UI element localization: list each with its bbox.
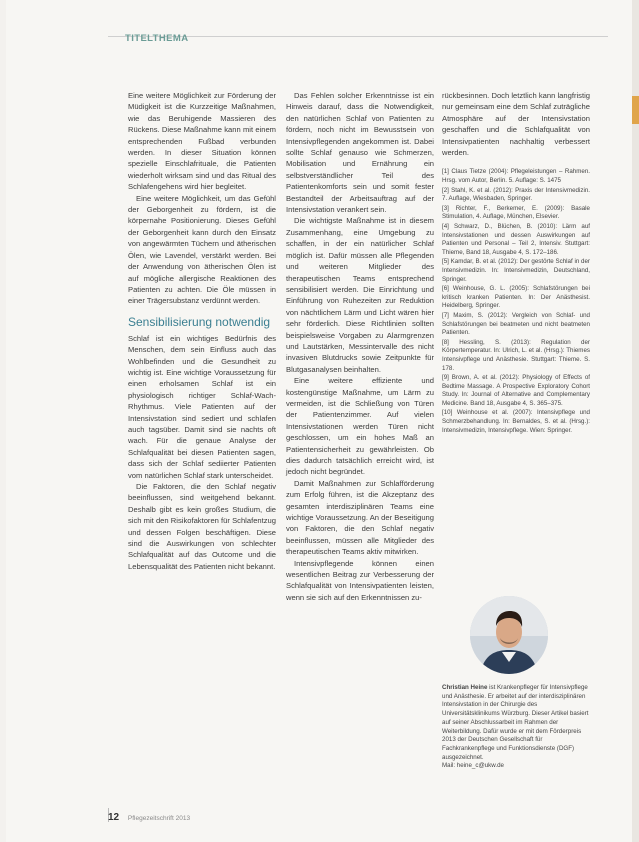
reference-item: [1] Claus Tietze (2004): Pflegeleistungen – Rahmen. Hrsg. vom Autor, Berlin. 5. Auflage: S. 1475 bbox=[442, 168, 590, 185]
author-name: Christian Heine bbox=[442, 684, 488, 691]
author-email: Mail: heine_c@ukw.de bbox=[442, 762, 505, 770]
paragraph: Eine weitere Möglichkeit, um das Gefühl der Geborgenheit zu fördern, ist die körpernahe Positionierung. Dieses Gefühl der Geborgenheit kann durch den Einsatz von angewärmten Tüchern und ätherischen Ölen, wie Lavendel, verstärkt werden. Bei der Anwendung von ätherischen Ölen ist auf mögliche allergische Reaktionen des Patienten zu achten. Die Öle müssen in einer Trägersubstanz verdünnt werden. bbox=[128, 193, 276, 306]
author-bio-text: ist Krankenpfleger für Intensivpflege und Anästhesie. Er arbeitet auf der interdisziplinären Intensivstation in der Chirurgie des Universitätsklinikums Würzburg. Dieser Artikel basiert auf seiner Abschlussarbeit im Rahmen der Weiterbildung. Dafür wurde er mit dem Förderpreis 2013 der Deutschen Gesellschaft für Fachkrankenpflege und Funktionsdienste (DGF) ausgezeichnet. bbox=[442, 684, 589, 761]
paragraph: Die wichtigste Maßnahme ist in diesem Zusammenhang, eine Umgebung zu schaffen, in der ein natürlicher Schlaf möglich ist. Dafür müssen alle Pflegenden und weiteren Mitglieder des therapeutischen Teams entsprechend sensibilisiert werden. Die Einrichtung und Einführung von Ruhezeiten zur Reduktion von nächtlichem Lärm und Licht wären hier sehr förderlich. Diese Richtlinien sollten beispielsweise Vorgaben zu Alarmgrenzen und Lautstärken, Messintervalle des nicht invasiven Blutdrucks sowie Zeitpunkte für Blutgasanalysen beinhalten. bbox=[286, 216, 434, 374]
magazine-name: Pflegezeitschrift 2013 bbox=[127, 815, 191, 822]
reference-item: [3] Richter, F., Berkemer, E. (2009): Basale Stimulation, 4. Auflage, München, Elsevier. bbox=[442, 204, 590, 221]
column-1 bbox=[128, 90, 276, 572]
paragraph: Damit Maßnahmen zur Schlafförderung zum Erfolg führen, ist die Akzeptanz des gesamten interdisziplinären Teams eine wichtige Voraussetzung. An der Beseitigung von Faktoren, die den Schlaf negativ beeinflussen, müssen alle Mitglieder des therapeutischen Teams aktiv mitwirken. bbox=[286, 478, 434, 557]
reference-item: [8] Hessling, S. (2013): Regulation der Körpertemperatur. In: Ulrich, L. et al. (Hrsg.): Thiemes Intensivpflege und Anästhesie. Stuttgart: Thieme. S. 178. bbox=[442, 338, 590, 372]
reference-item: [7] Maxim, S. (2012): Vergleich von Schlaf- und Schlafstörungen bei beatmeten und nicht beatmeten Patienten. bbox=[442, 311, 590, 337]
subheading: Sensibilisierung notwendig bbox=[128, 314, 271, 329]
author-portrait bbox=[470, 596, 548, 674]
paragraph: Eine weitere effiziente und kostengünstige Maßnahme, um Lärm zu vermeiden, ist die Schließung von Türen der Patientenzimmer. Auf vielen Intensivstationen werden Türen nicht geschlossen, um ein hohes Maß an Patientensicherheit zu gewährleisten. Ob dies dadurch tatsächlich erreicht wird, ist jedoch nicht begründet. bbox=[286, 376, 434, 477]
paragraph: Eine weitere Möglichkeit zur Förderung der Müdigkeit ist die Kurzzeitige Maßnahmen, wie das Beruhigende Massieren des Rückens. Diese Maßnahme kann mit einem entsprechenden Fußbad verbunden werden. In dieser Situation können spezielle Einschlafrituale, die Patienten wiederholt wirksam sind und das Ritual des Schlafengehens wird hier begleitet. bbox=[128, 91, 276, 192]
reference-item: [6] Weinhouse, G. L. (2005): Schlafstörungen bei kritisch kranken Patienten. In: Der Anästhesist. Heidelberg, Springer. bbox=[442, 285, 590, 310]
page-number: 12 bbox=[108, 812, 120, 823]
paragraph: Das Fehlen solcher Erkenntnisse ist ein Hinweis darauf, dass die Notwendigkeit, den natürlichen Schlaf von Patienten zu fördern, noch nicht im Bewusstsein von Intensivpflegenden angekommen ist. Dabei sollte Schlaf genauso wie Schmerzen, Mobilisation und Ernährung ein selbstverständlicher Teil des Patientenkomforts sein und somit fester Bestandteil der Arbeitsauftrag auf der Intensivstation verankert sein. bbox=[286, 91, 434, 215]
author-bio bbox=[442, 684, 592, 771]
author-photo-icon bbox=[470, 596, 548, 674]
references-list bbox=[442, 168, 590, 435]
reference-item: [4] Schwarz, D., Blüchen, B. (2010): Lärm auf Intensivstationen und dessen Auswirkungen auf Patienten und Personal – Teil 2, Intensiv. Stuttgart: Thieme, Band 18, Ausgabe 4, S. 172–186. bbox=[442, 223, 590, 256]
paragraph: Intensivpflegende können einen wesentlichen Beitrag zur Verbesserung der Schlafqualität von Intensivpatienten leisten, wenn sie sich auf den Erkenntnissen zu- bbox=[286, 558, 434, 602]
color-tab-marker bbox=[632, 96, 639, 124]
reference-item: [2] Stahl, K. et al. (2012): Praxis der Intensivmedizin. 7. Auflage, Wiesbaden, Springer. bbox=[442, 186, 590, 203]
reference-item: [5] Kamdar, B. et al. (2012): Der gestörte Schlaf in der Intensivmedizin. In: Intensivmedizin, Deutschland, Springer. bbox=[442, 258, 590, 283]
reference-item: [10] Weinhouse et al. (2007): Intensivpflege und Schmerzbehandlung. In: Bernaldes, S. et al. (Hrsg.): Intensivmedizin, Intensivpflege. Wien: Springer. bbox=[442, 409, 590, 434]
paragraph: Schlaf ist ein wichtiges Bedürfnis des Menschen, dem sein Einfluss auch das Wohlbefinden und die Gesundheit zu wichtig ist. Eine wichtige Voraussetzung für einen erholsamen Schlaf ist ein physiologisch richtiger Schlaf-Wach-Rhythmus. Viele Patienten auf der Intensivstation sind sediert und schlafen auch tagsüber. Damit sind sie nachts oft wach. Für die genaue Analyse der Schlafqualität bei diesen Patienten sagen, dass sich der Schlaf sediierter Patienten vom natürlichen Schlaf stark unterscheidet. bbox=[128, 333, 276, 480]
reference-item: [9] Brown, A. et al. (2012): Physiology of Effects of Bedtime Massage. A Prospective Exploratory Cohort Study. In: Journal of Alternative and Complementary Medicine. Band 18, Ausgabe 4, S. 365–375. bbox=[442, 374, 590, 407]
paragraph: rückbesinnen. Doch letztlich kann langfristig nur gemeinsam eine dem Schlaf zuträgliche Atmosphäre auf der Intensivstation geschaffen und die Schlafqualität von Intensivpatienten nachhaltig verbessert werden. bbox=[442, 91, 590, 158]
paragraph: Die Faktoren, die den Schlaf negativ beeinflussen, sind weitgehend bekannt. Deshalb gibt es kein großes Studium, die sich mit den Risikofaktoren für Schlafentzug und dessen Folgen beschäftigen. Diese sind die Auswirkungen von schlechter Schlafqualität auf das Outcome und die Lebensqualität des Patienten nicht bekannt. bbox=[128, 482, 276, 571]
column-2 bbox=[286, 90, 434, 603]
next-page-edge bbox=[632, 0, 639, 842]
section-title: TITELTHEMA bbox=[125, 33, 189, 44]
page-footer bbox=[108, 812, 190, 823]
column-3 bbox=[442, 90, 590, 436]
